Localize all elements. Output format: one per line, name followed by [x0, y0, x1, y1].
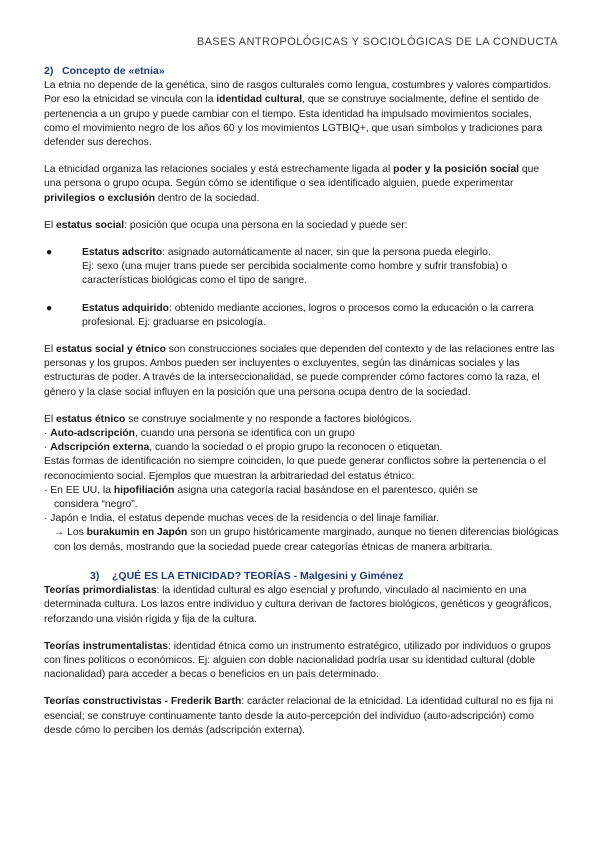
section-3-heading	[90, 569, 559, 583]
term-privilegios-exclusion: privilegios o exclusión	[44, 192, 156, 204]
term-poder-posicion: poder y la posición social	[393, 164, 520, 176]
term-constructivistas: Teorías constructivistas - Frederik Barth	[44, 696, 242, 708]
bullet-example: Ej: sexo (una mujer trans puede ser percibida socialmente como hombre y sufrir transfobia) o características biológicas como el tipo de sangre.	[82, 261, 508, 287]
term-estatus-social: estatus social	[56, 219, 125, 231]
term-estatus-etnico: estatus étnico	[56, 413, 126, 425]
section-2-heading	[44, 64, 559, 78]
paragraph-etnicidad-poder: La etnicidad organiza las relaciones sociales y está estrechamente ligada al poder y la posición social que una persona o grupo ocupa. Según cómo se identifique o sea identificado alguien, puede experimentar privilegios o exclusión dentro de la sociedad.	[44, 164, 540, 204]
paragraph-estatus-social-etnico: El estatus social y étnico son construcciones sociales que dependen del contexto y de las relaciones entre las personas y los grupos. Ambos pueden ser incluyentes o excluyentes, según las dinámicas sociales y las estructuras de poder. A través de la interseccionalidad, se puede comprender cómo factores como la raza, el género y la clase social influyen en la posición que una persona ocupa dentro de la sociedad.	[44, 344, 555, 398]
paragraph-formas-identificacion: Estas formas de identificación no siempre coinciden, lo que puede generar conflictos sobre la pertenencia o el reconocimiento social. Ejemplos que muestran la arbitrariedad del estatus étnico:	[44, 456, 546, 482]
list-item: ● Estatus adscrito: asignado automáticamente al nacer, sin que la persona pueda elegirlo. Ej: sexo (una mujer trans puede ser percibida socialmente como hombre y sufrir transfobia) o características biológicas como el tipo de sangre.	[44, 246, 559, 289]
line-japon-india: · Japón e India, el estatus depende muchas veces de la residencia o del linaje familiar.	[44, 513, 439, 525]
page-content	[44, 64, 559, 738]
term-instrumentalistas: Teorías instrumentalistas	[44, 640, 168, 652]
running-header: BASES ANTROPOLÓGICAS Y SOCIOLÓGICAS DE LA CONDUCTA	[196, 36, 558, 48]
paragraph-estatus-etnico: El estatus étnico se construye socialmente y no responde a factores biológicos.	[44, 413, 413, 425]
line-considera-negro: considera “negro”.	[54, 499, 138, 511]
term-primordialistas: Teorías primordialistas	[44, 585, 157, 597]
line-adscripcion-externa: · Adscripción externa, cuando la sociedad o el propio grupo la reconocen o etiquetan.	[44, 442, 443, 454]
line-burakumin: → Los burakumin en Japón son un grupo históricamente marginado, aunque no tienen diferencias biológicas con los demás, mostrando que la sociedad puede crear categorías étnicas de manera arbitraria.	[54, 527, 559, 553]
paragraph-etnia-definition: La etnia no depende de la genética, sino de rasgos culturales como lengua, costumbres y valores compartidos. Por eso la etnicidad se vincula con la identidad cultural, que se construye socialmente, define el sentido de pertenencia a un grupo y puede cambiar con el tiempo. Esta identidad ha impulsado movimientos sociales, como el movimiento negro de los años 60 y los movimientos LGTBIQ+, que usan símbolos y tradiciones para defender sus derechos.	[44, 80, 552, 149]
term-estatus-social-etnico: estatus social y étnico	[56, 344, 166, 356]
paragraph-teorias-primordialistas: Teorías primordialistas: la identidad cultural es algo esencial y profundo, vinculado al nacimiento en una determinada cultura. Los lazos entre individuo y cultura derivan de factores biológicos, genéticos y geográficos, reforzando una visión rígida y fija de la cultura.	[44, 585, 552, 625]
line-auto-adscripcion: · Auto-adscripción, cuando una persona se identifica con un grupo	[44, 428, 355, 440]
bullet-icon: ●	[46, 302, 53, 314]
term-estatus-adscrito: Estatus adscrito	[82, 247, 163, 259]
bullet-icon: ●	[46, 247, 53, 259]
section-number: 3)	[90, 569, 100, 582]
line-eeuu-hipofiliacion: · En EE UU, la hipofiliación asigna una categoría racial basándose en el parentesco, quién se	[44, 484, 478, 496]
section-title: Concepto de «etnia»	[62, 65, 165, 77]
paragraph-estatus-social: El estatus social: posición que ocupa una persona en la sociedad y puede ser:	[44, 219, 408, 231]
section-number: 2)	[44, 65, 54, 77]
paragraph-teorias-instrumentalistas: Teorías instrumentalistas: identidad étnica como un instrumento estratégico, utilizado por individuos o grupos con fines políticos o económicos. Ej: alguien con doble nacionalidad podría usar su identidad cultural (doble nacionalidad) para acceder a becas o beneficios en un país determinado.	[44, 640, 551, 681]
section-title: ¿QUÉ ES LA ETNICIDAD? TEORÍAS - Malgesini y Giménez	[112, 569, 404, 582]
term-identidad-cultural: identidad cultural	[216, 94, 303, 106]
paragraph-teorias-constructivistas: Teorías constructivistas - Frederik Barth: carácter relacional de la etnicidad. La identidad cultural no es fija ni esencial; se construye continuamente tanto desde la auto-percepción del individuo (auto-adscripción) como desde cómo lo perciben los demás (adscripción externa).	[44, 696, 554, 736]
list-item: ● Estatus adquirido: obtenido mediante acciones, logros o procesos como la educación o la carrera profesional. Ej: graduarse en psicología.	[44, 302, 559, 330]
term-estatus-adquirido: Estatus adquirido	[82, 302, 169, 314]
